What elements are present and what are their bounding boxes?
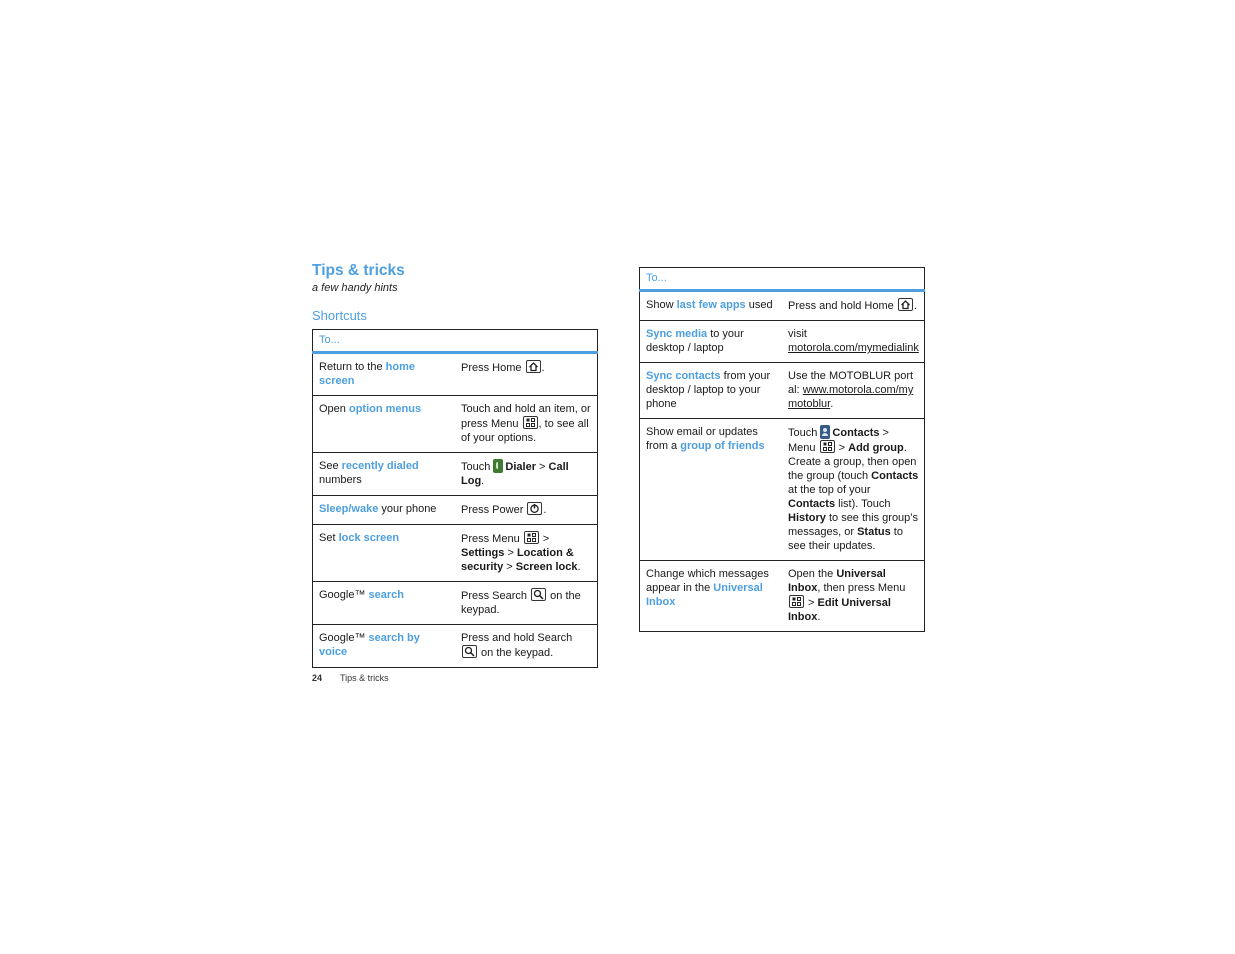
action-cell: See recently dialed numbers [313, 453, 456, 496]
table-row [313, 496, 598, 525]
instruction-cell: Press and hold Search on the keypad. [455, 625, 598, 668]
instruction-cell: Touch and hold an item, or press Menu , to see all of your options. [455, 396, 598, 453]
dialer-icon [493, 459, 503, 473]
table-row [640, 363, 925, 419]
section-heading: Shortcuts [312, 308, 367, 323]
instruction-cell: Touch Dialer > Call Log. [455, 453, 598, 496]
table-header: To... [313, 330, 598, 353]
search-key-icon [531, 588, 546, 601]
action-cell: Open option menus [313, 396, 456, 453]
table-row [313, 582, 598, 625]
action-cell: Change which messages appear in the Universal Inbox [640, 561, 783, 632]
page-number: 24 [312, 673, 323, 683]
instruction-cell: Press Home . [455, 353, 598, 396]
menu-key-icon [523, 416, 538, 429]
shortcuts-table-left [312, 329, 598, 668]
instruction-cell: Press and hold Home . [782, 291, 925, 321]
instruction-cell: visit motorola.com/mymedialink [782, 321, 925, 363]
menu-key-icon [820, 440, 835, 453]
instruction-cell: Press Menu > Settings > Location & security > Screen lock. [455, 525, 598, 582]
instruction-cell: Touch Contacts > Menu > Add group. Create a group, then open the group (touch Contacts at the top of your Contacts list). Touch History to see this group’s messages, or Status to see their updates. [782, 419, 925, 561]
table-row [313, 453, 598, 496]
table-row [640, 419, 925, 561]
instruction-cell: Press Power . [455, 496, 598, 525]
action-cell: Show email or updates from a group of friends [640, 419, 783, 561]
shortcuts-table-right [639, 267, 925, 632]
action-cell: Show last few apps used [640, 291, 783, 321]
power-key-icon [527, 502, 542, 515]
table-row [313, 396, 598, 453]
page-title: Tips & tricks [312, 262, 405, 279]
menu-key-icon [789, 595, 804, 608]
table-row [313, 353, 598, 396]
action-cell: Set lock screen [313, 525, 456, 582]
table-row [313, 525, 598, 582]
menu-key-icon [524, 531, 539, 544]
action-cell: Sync contacts from your desktop / laptop to your phone [640, 363, 783, 419]
mymedialink-link[interactable]: motorola.com/mymedialink [788, 342, 919, 354]
instruction-cell: Use the MOTOBLUR portal: www.motorola.com/mymotoblur. [782, 363, 925, 419]
mymotoblur-link[interactable]: www.motorola.com/mymotoblur [788, 384, 914, 410]
table-row [640, 291, 925, 321]
home-key-icon [898, 298, 913, 311]
page-subtitle: a few handy hints [312, 282, 398, 294]
action-cell: Sync media to your desktop / laptop [640, 321, 783, 363]
instruction-cell: Open the Universal Inbox, then press Menu > Edit Universal Inbox. [782, 561, 925, 632]
page-footer [312, 673, 389, 683]
table-header: To... [640, 268, 925, 291]
contacts-icon [820, 425, 830, 439]
action-cell: Google™ search [313, 582, 456, 625]
action-cell: Google™ search by voice [313, 625, 456, 668]
action-cell: Sleep/wake your phone [313, 496, 456, 525]
table-row [640, 321, 925, 363]
instruction-cell: Press Search on the keypad. [455, 582, 598, 625]
table-row [313, 625, 598, 668]
table-row [640, 561, 925, 632]
home-key-icon [526, 360, 541, 373]
search-key-icon [462, 645, 477, 658]
action-cell: Return to the home screen [313, 353, 456, 396]
footer-label: Tips & tricks [340, 673, 389, 683]
